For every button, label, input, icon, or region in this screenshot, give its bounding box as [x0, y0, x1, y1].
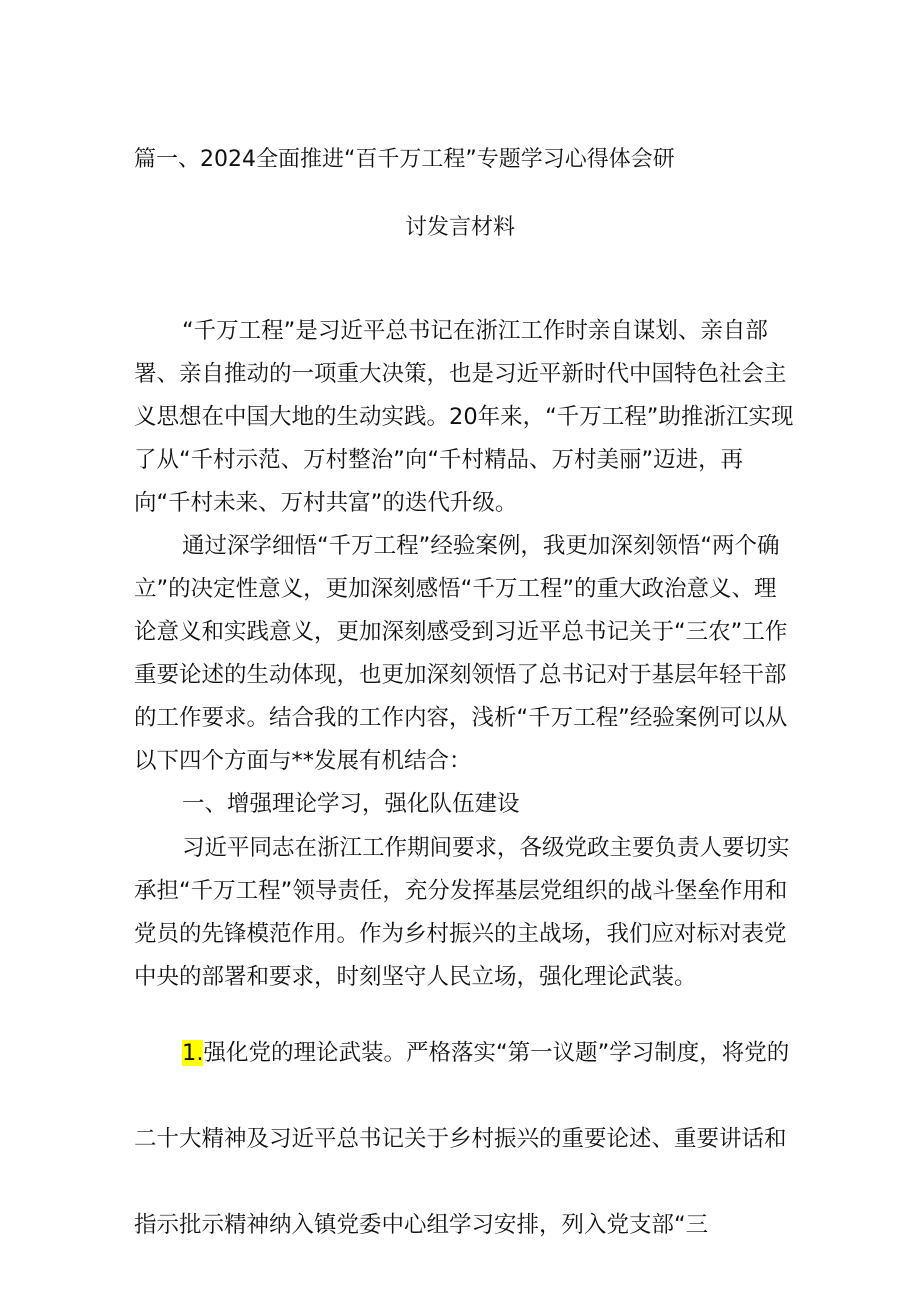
paragraph-4-text: 强化党的理论武装。严格落实“第一议题”学习制度，将党的二十大精神及习近平总书记关于乡村振兴的重要论述、重要讲话和指示批示精神纳入镇党委中心组学习安排，列入党支部“三: [134, 1040, 790, 1238]
document-title-line1: 篇一、2024全面推进“百千万工程”专题学习心得体会研: [134, 147, 675, 172]
section-heading-1: 一、增强理论学习，强化队伍建设: [182, 791, 520, 817]
document-title-line2: 讨发言材料: [404, 215, 515, 240]
highlighted-list-number: 1.: [182, 1040, 204, 1066]
paragraph-2: 通过深学细悟“千万工程”经验案例，我更加深刻领悟“两个确立”的决定性意义，更加深刻感悟“千万工程”的重大政治意义、理论意义和实践意义，更加深刻感受到习近平总书记关于“三农”工作重要论述的生动体现，也更加深刻领悟了总书记对于基层年轻干部的工作要求。结合我的工作内容，浅析“千万工程”经验案例可以从以下四个方面与**发展有机结合：: [134, 533, 788, 774]
paragraph-4: [134, 1010, 794, 1268]
paragraph-1: “千万工程”是习近平总书记在浙江工作时亲自谋划、亲自部署、亲自推动的一项重大决策，也是习近平新时代中国特色社会主义思想在中国大地的生动实践。20年来，“千万工程”助推浙江实现了从“千村示范、万村整治”向“千村精品、万村美丽”迈进，再向“千村未来、万村共富”的迭代升级。: [134, 318, 794, 516]
paragraph-3: 习近平同志在浙江工作期间要求，各级党政主要负责人要切实承担“千万工程”领导责任，充分发挥基层党组织的战斗堡垒作用和党员的先锋模范作用。作为乡村振兴的主战场，我们应对标对表党中央的部署和要求，时刻坚守人民立场，强化理论武装。: [134, 835, 790, 990]
